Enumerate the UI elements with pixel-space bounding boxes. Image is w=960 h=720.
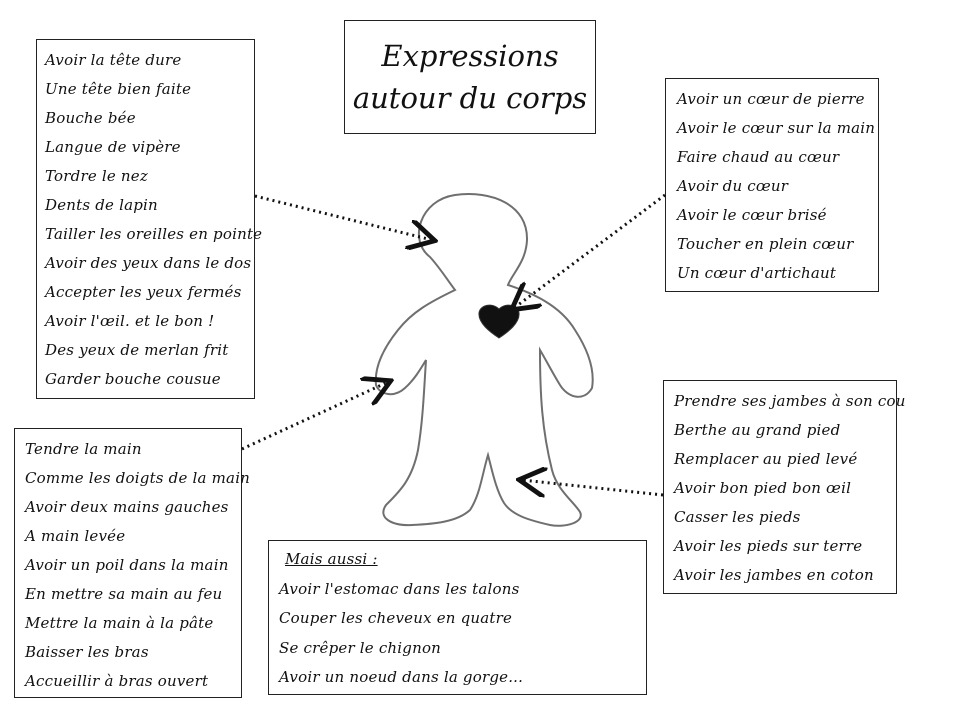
list-item: Faire chaud au cœur xyxy=(677,148,840,166)
list-item: Avoir les pieds sur terre xyxy=(674,537,863,555)
list-item: Un cœur d'artichaut xyxy=(677,264,837,282)
list-item: Des yeux de merlan frit xyxy=(45,341,229,359)
list-item: Avoir un poil dans la main xyxy=(25,556,229,574)
heart-icon xyxy=(479,305,519,338)
list-item: A main levée xyxy=(25,527,126,545)
list-item: Tordre le nez xyxy=(45,167,148,185)
list-item: Avoir des yeux dans le dos xyxy=(45,254,252,272)
list-item: Langue de vipère xyxy=(45,138,181,156)
list-item: Une tête bien faite xyxy=(45,80,192,98)
list-item: Avoir deux mains gauches xyxy=(25,498,229,516)
list-item: Baisser les bras xyxy=(25,643,149,661)
list-item: Avoir le cœur sur la main xyxy=(677,119,876,137)
list-item: Casser les pieds xyxy=(674,508,801,526)
list-item: Garder bouche cousue xyxy=(45,370,221,388)
list-item: Remplacer au pied levé xyxy=(674,450,858,468)
list-item: Bouche bée xyxy=(45,109,136,127)
list-item: Prendre ses jambes à son cou xyxy=(674,392,906,410)
list-item: Toucher en plein cœur xyxy=(677,235,854,253)
body-outline-icon xyxy=(376,194,593,526)
list-item: Avoir un noeud dans la gorge... xyxy=(279,668,524,686)
arrow-to-heart xyxy=(514,195,665,308)
list-item: Avoir bon pied bon œil xyxy=(674,479,852,497)
list-item: Avoir du cœur xyxy=(677,177,789,195)
list-item: Avoir l'œil. et le bon ! xyxy=(45,312,215,330)
list-item: Avoir la tête dure xyxy=(45,51,182,69)
list-item: Se crêper le chignon xyxy=(279,638,442,657)
misc-heading: Mais aussi : xyxy=(285,550,378,568)
list-item: Berthe au grand pied xyxy=(674,421,841,439)
list-item: Accepter les yeux fermés xyxy=(45,283,242,301)
list-item: Mettre la main à la pâte xyxy=(25,614,214,632)
arrow-to-hand xyxy=(242,382,388,449)
list-item: Avoir les jambes en coton xyxy=(674,566,874,584)
list-item: Accueillir à bras ouvert xyxy=(25,672,209,690)
list-item: Avoir l'estomac dans les talons xyxy=(279,579,520,598)
list-item: Avoir le cœur brisé xyxy=(677,206,827,224)
list-item: Comme les doigts de la main xyxy=(25,469,251,487)
list-item: Dents de lapin xyxy=(45,196,158,214)
title-line-2: autour du corps xyxy=(352,81,588,115)
list-item: Tailler les oreilles en pointe xyxy=(45,225,263,243)
list-item: Tendre la main xyxy=(25,440,142,458)
title-line-1: Expressions xyxy=(381,39,559,73)
list-item: Avoir un cœur de pierre xyxy=(677,90,865,108)
list-item: Couper les cheveux en quatre xyxy=(279,609,513,627)
list-item: En mettre sa main au feu xyxy=(25,585,223,603)
arrow-to-head xyxy=(255,196,432,240)
arrow-to-foot xyxy=(522,480,663,495)
